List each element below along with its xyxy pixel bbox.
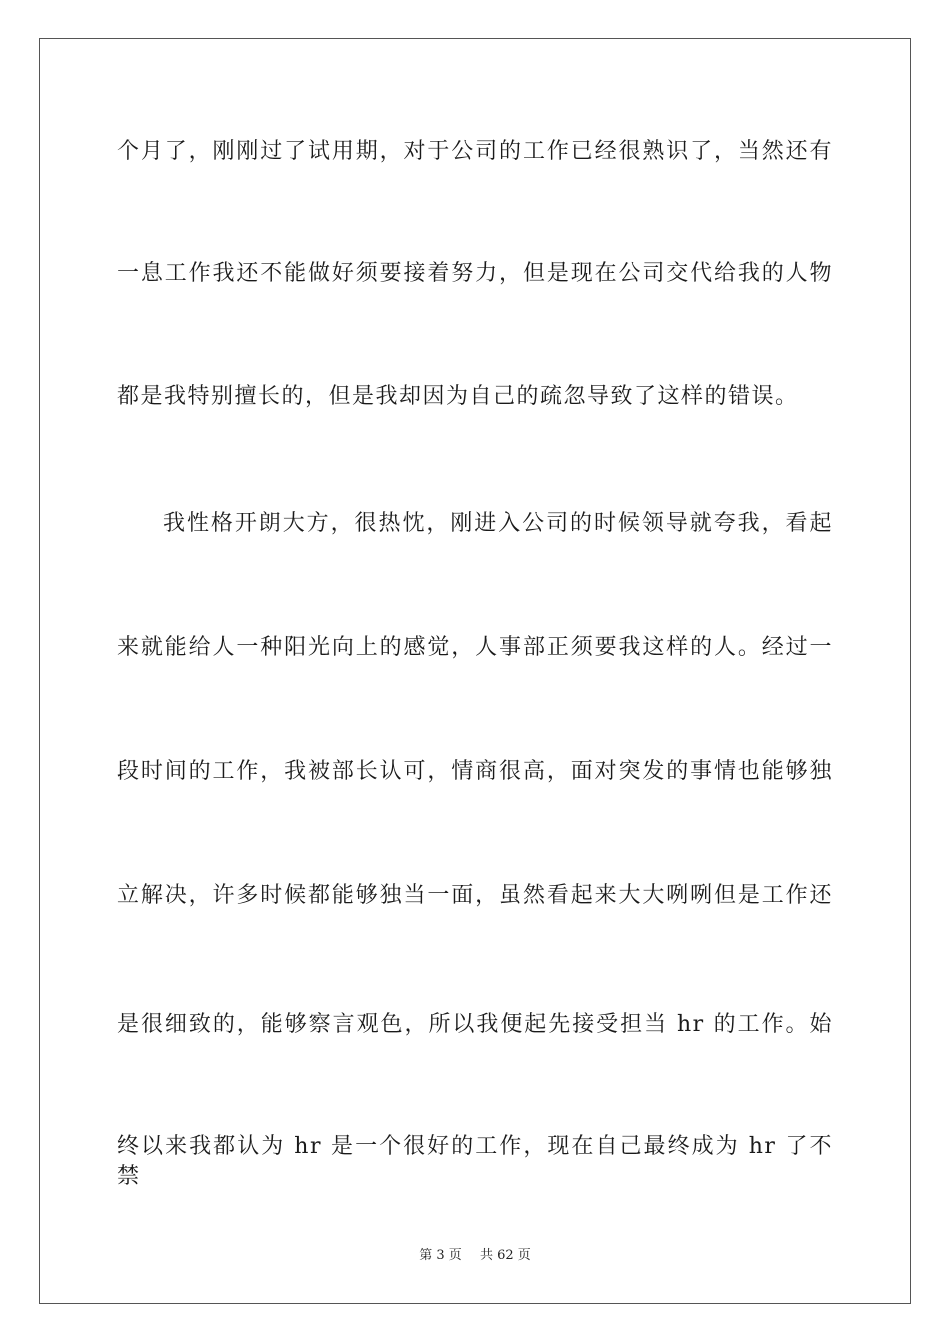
text-line-2: 一息工作我还不能做好须要接着努力，但是现在公司交代给我的人物	[117, 261, 833, 286]
text-line-9: 终以来我都认为 hr 是一个很好的工作，现在自己最终成为 hr 了不禁	[117, 1134, 833, 1189]
text-line-4: 我性格开朗大方，很热忱，刚进入公司的时候领导就夸我，看起	[163, 511, 833, 536]
page-footer	[0, 1247, 950, 1265]
text-line-8: 是很细致的，能够察言观色，所以我便起先接受担当 hr 的工作。始	[117, 1012, 833, 1037]
page-number: 第 3 页	[419, 1248, 462, 1263]
total-pages: 共 62 页	[479, 1248, 531, 1263]
page-border	[39, 38, 911, 1304]
text-line-3: 都是我特别擅长的，但是我却因为自己的疏忽导致了这样的错误。	[117, 384, 799, 409]
text-line-6: 段时间的工作，我被部长认可，情商很高，面对突发的事情也能够独	[117, 759, 833, 784]
text-line-5: 来就能给人一种阳光向上的感觉，人事部正须要我这样的人。经过一	[117, 635, 833, 660]
text-line-7: 立解决，许多时候都能够独当一面，虽然看起来大大咧咧但是工作还	[117, 883, 833, 908]
text-line-1: 个月了，刚刚过了试用期，对于公司的工作已经很熟识了，当然还有	[117, 139, 833, 164]
